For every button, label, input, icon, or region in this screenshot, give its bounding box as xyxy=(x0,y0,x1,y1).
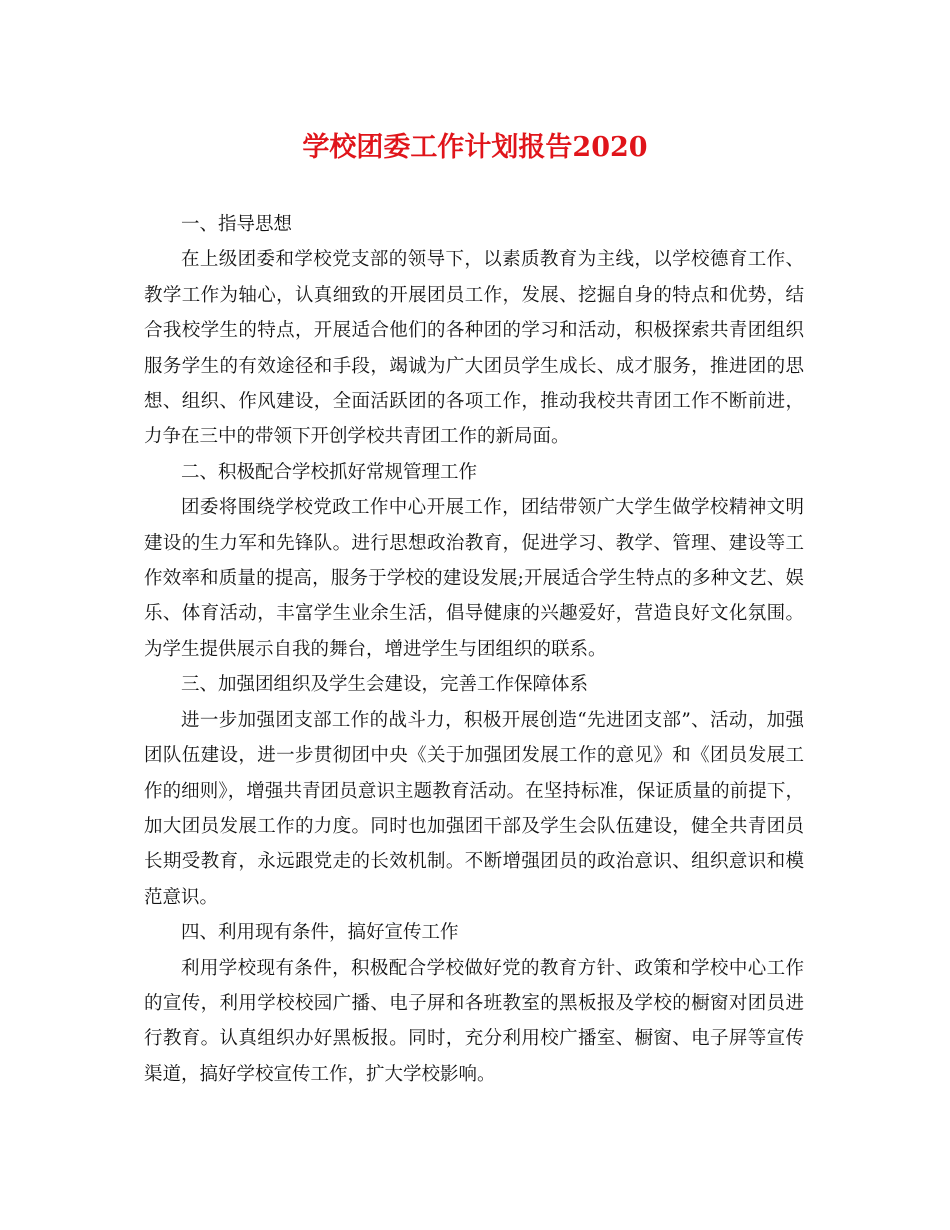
section-heading: 一、指导思想 xyxy=(181,214,293,235)
section-heading: 二、积极配合学校抓好常规管理工作 xyxy=(181,461,478,483)
document-body xyxy=(144,207,804,1092)
section-paragraph: 在上级团委和学校党支部的领导下，以素质教育为主线，以学校德育工作、教学工作为轴心，认真细致的开展团员工作，发展、挖掘自身的特点和优势，结合我校学生的特点，开展适合他们的各种团的学习和活动，积极探索共青团组织服务学生的有效途径和手段，竭诚为广大团员学生成长、成才服务，推进团的思想、组织、作风建设，全面活跃团的各项工作，推动我校共青团工作不断前进，力争在三中的带领下开创学校共青团工作的新局面。 xyxy=(144,249,804,448)
section-paragraph: 利用学校现有条件，积极配合学校做好党的教育方针、政策和学校中心工作的宣传，利用学校校园广播、电子屏和各班教室的黑板报及学校的橱窗对团员进行教育。认真组织办好黑板报。同时，充分利用校广播室、橱窗、电子屏等宣传渠道，搞好学校宣传工作，扩大学校影响。 xyxy=(144,957,804,1085)
section-guiding-ideology xyxy=(144,207,804,455)
section-routine-management xyxy=(144,455,804,667)
section-publicity-work xyxy=(144,915,804,1092)
section-heading: 三、加强团组织及学生会建设，完善工作保障体系 xyxy=(181,674,589,696)
section-paragraph: 团委将围绕学校党政工作中心开展工作，团结带领广大学生做学校精神文明建设的生力军和先锋队。进行思想政治教育，促进学习、教学、管理、建设等工作效率和质量的提高，服务于学校的建设发展;开展适合学生特点的多种文艺、娱乐、体育活动，丰富学生业余生活，倡导健康的兴趣爱好，营造良好文化氛围。为学生提供展示自我的舞台，增进学生与团组织的联系。 xyxy=(144,497,804,660)
section-organization-building xyxy=(144,667,804,915)
section-paragraph: 进一步加强团支部工作的战斗力，积极开展创造“先进团支部”、活动，加强团队伍建设，进一步贯彻团中央《关于加强团发展工作的意见》和《团员发展工作的细则》，增强共青团员意识主题教育活动。在坚持标准，保证质量的前提下，加大团员发展工作的力度。同时也加强团干部及学生会队伍建设，健全共青团员长期受教育，永远跟党走的长效机制。不断增强团员的政治意识、组织意识和模范意识。 xyxy=(144,709,804,908)
section-heading: 四、利用现有条件，搞好宣传工作 xyxy=(181,922,459,944)
document-title: 学校团委工作计划报告2020 xyxy=(302,132,648,163)
